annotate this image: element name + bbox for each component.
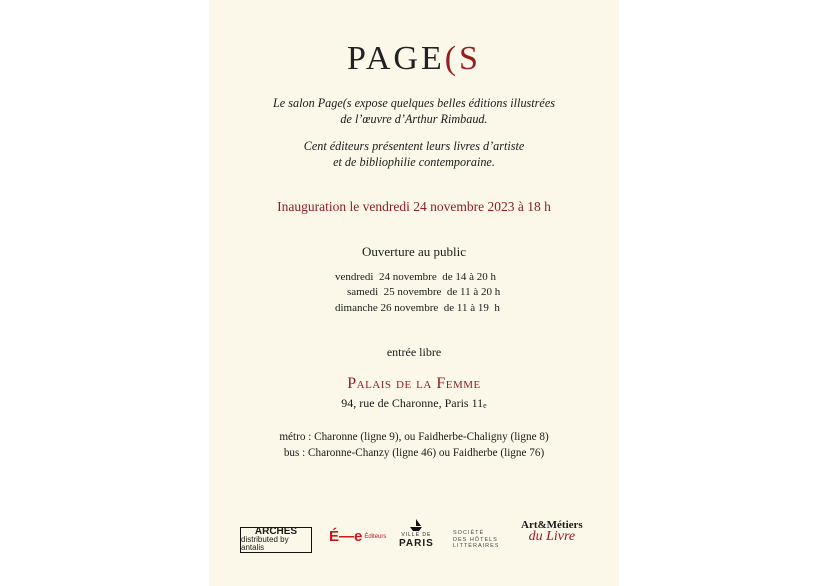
amb-line-1: Art&Métiers — [521, 519, 583, 531]
societe-hotels-litteraires-logo — [453, 530, 499, 550]
opening-title: Ouverture au public — [362, 244, 466, 259]
venue-name: Palais de la Femme — [347, 375, 481, 392]
inauguration-text: Inauguration le vendredi 24 novembre 2023 à 18 h — [277, 199, 551, 214]
intro-paragraph-2 — [209, 139, 619, 170]
venue-address-text: 94, rue de Charonne, Paris 11 — [341, 396, 484, 410]
schedule-row: samedi 25 novembre de 11 à 20 h — [347, 286, 501, 299]
intro-line-4: et de bibliophilie contemporaine. — [333, 154, 495, 169]
pages-logo — [209, 40, 619, 78]
entry-text: entrée libre — [386, 345, 442, 359]
logo-text: PAGE — [347, 40, 445, 77]
sponsor-logos — [209, 518, 619, 554]
arches-logo-subtitle: distributed by antalis — [241, 535, 289, 552]
ville-de-paris-logo — [399, 518, 434, 549]
transit-info — [209, 430, 619, 461]
societe-line-1: SOCIÉTÉ — [453, 530, 485, 536]
bus-line: bus : Charonne-Chanzy (ligne 46) ou Faidherbe (ligne 76) — [283, 446, 545, 459]
venue-address — [209, 396, 619, 411]
intro-line-2: de l’œuvre d’Arthur Rimbaud. — [340, 111, 488, 126]
paris-logo-prefix: VILLE DE — [401, 532, 432, 538]
schedule-row: vendredi 24 novembre de 14 à 20 h — [335, 271, 496, 283]
venue-address-suffix: e — [483, 401, 487, 410]
ee-logo — [329, 528, 386, 545]
opening-schedule — [335, 270, 500, 316]
ee-logo-mark: É—e — [329, 528, 363, 545]
ee-logo-small: Éditeurs — [364, 533, 387, 540]
arches-logo-title: ARCHES — [254, 526, 298, 537]
invitation-card — [209, 0, 619, 586]
arches-logo — [240, 527, 312, 553]
metro-line: métro : Charonne (ligne 9), ou Faidherbe-Chaligny (ligne 8) — [279, 431, 549, 443]
intro-paragraph-1 — [209, 96, 619, 127]
schedule-row: dimanche 26 novembre de 11 à 19 h — [335, 301, 500, 314]
art-metiers-livre-logo — [521, 520, 583, 542]
logo-text-accent: (S — [444, 40, 481, 77]
paris-ship-icon — [408, 518, 424, 532]
societe-line-2: DES HÔTELS — [453, 536, 498, 543]
paris-logo-name: PARIS — [399, 538, 434, 549]
intro-line-3: Cent éditeurs présentent leurs livres d’artiste — [303, 139, 525, 153]
intro-line-1: Le salon Page(s expose quelques belles éditions illustrées — [273, 96, 555, 110]
amb-line-2: du Livre — [528, 529, 576, 544]
societe-line-3: LITTÉRAIRES — [453, 543, 500, 549]
